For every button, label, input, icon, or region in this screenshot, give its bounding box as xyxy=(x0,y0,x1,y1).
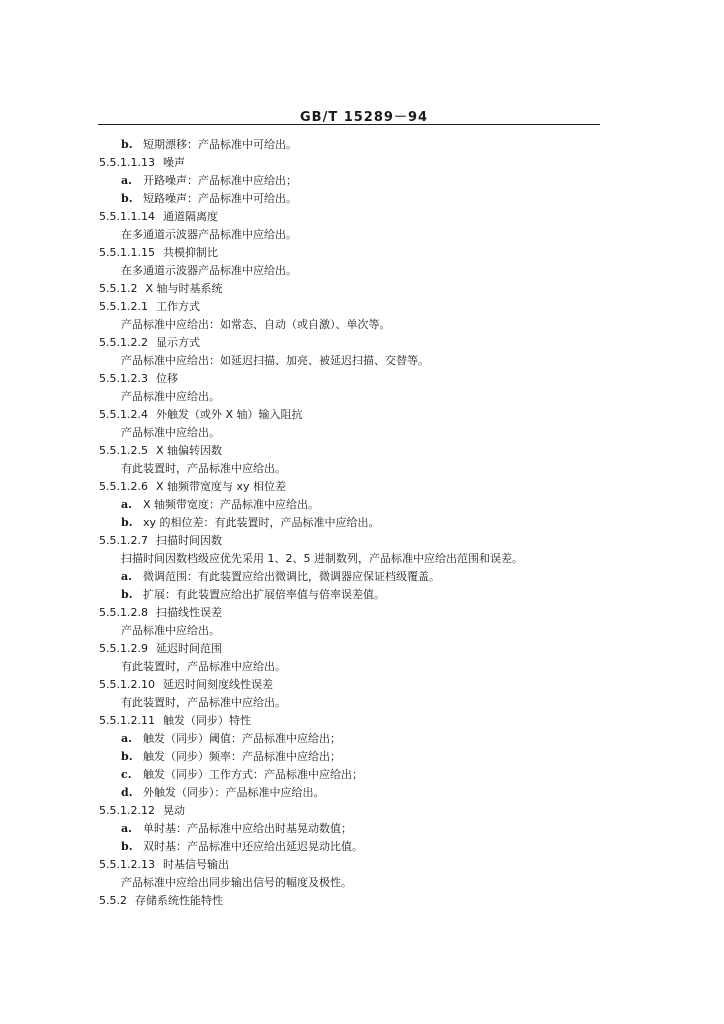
section-number: 5.5.1.2.7 xyxy=(99,534,148,547)
line-text: xy 的相位差：有此装置时，产品标准中应给出。 xyxy=(143,516,380,529)
paragraph xyxy=(0,226,724,244)
paragraph xyxy=(0,622,724,640)
line-text: 扫描时间因数 xyxy=(155,534,222,547)
list-item xyxy=(0,838,724,856)
section-number: 5.5.1.2.12 xyxy=(99,804,155,817)
line-text: 触发（同步）特性 xyxy=(162,714,251,727)
line-text: 产品标准中应给出。 xyxy=(121,390,220,403)
section-number: 5.5.1.2.1 xyxy=(99,300,148,313)
list-item xyxy=(0,190,724,208)
line-text: 外触发（或外 X 轴）输入阻抗 xyxy=(155,408,303,421)
line-text: 有此装置时，产品标准中应给出。 xyxy=(121,660,286,673)
section-heading xyxy=(0,208,724,226)
line-text: 存储系统性能特性 xyxy=(135,894,223,907)
paragraph xyxy=(0,424,724,442)
line-text: 通道隔离度 xyxy=(162,210,218,223)
line-text: 晃动 xyxy=(162,804,185,817)
line-text: 扫描线性误差 xyxy=(155,606,222,619)
section-number: 5.5.1.2.10 xyxy=(99,678,155,691)
line-text: 共模抑制比 xyxy=(162,246,218,259)
line-text: 延迟时间范围 xyxy=(155,642,222,655)
list-item xyxy=(0,730,724,748)
list-marker: b. xyxy=(121,750,133,763)
line-text: 产品标准中应给出。 xyxy=(121,426,220,439)
line-text: 外触发（同步）：产品标准中应给出。 xyxy=(143,786,325,799)
paragraph xyxy=(0,874,724,892)
line-text: 短路噪声：产品标准中可给出。 xyxy=(143,192,297,205)
line-text: 有此装置时，产品标准中应给出。 xyxy=(121,462,286,475)
section-number: 5.5.1.2.11 xyxy=(99,714,155,727)
section-heading xyxy=(0,712,724,730)
line-text: 显示方式 xyxy=(155,336,200,349)
paragraph xyxy=(0,388,724,406)
section-heading xyxy=(0,370,724,388)
section-heading xyxy=(0,298,724,316)
section-number: 5.5.1.2.9 xyxy=(99,642,148,655)
line-text: X 轴频带宽度：产品标准中应给出。 xyxy=(143,498,320,511)
section-heading xyxy=(0,640,724,658)
section-number: 5.5.1.1.14 xyxy=(99,210,155,223)
paragraph xyxy=(0,550,724,568)
section-number: 5.5.1.2.3 xyxy=(99,372,148,385)
line-text: 单时基：产品标准中应给出时基晃动数值； xyxy=(143,822,352,835)
section-number: 5.5.1.2.6 xyxy=(99,480,148,493)
line-text: 工作方式 xyxy=(155,300,200,313)
section-number: 5.5.1.1.15 xyxy=(99,246,155,259)
section-number: 5.5.1.2.5 xyxy=(99,444,148,457)
section-number: 5.5.1.2.8 xyxy=(99,606,148,619)
document-body xyxy=(0,136,724,910)
list-item xyxy=(0,568,724,586)
line-text: X 轴偏转因数 xyxy=(155,444,223,457)
document-header: GB/T 15289－94 xyxy=(300,110,429,125)
line-text: 时基信号输出 xyxy=(162,858,229,871)
section-heading xyxy=(0,442,724,460)
list-item xyxy=(0,784,724,802)
line-text: 位移 xyxy=(155,372,178,385)
list-marker: b. xyxy=(121,840,133,853)
list-item xyxy=(0,172,724,190)
list-item xyxy=(0,766,724,784)
line-text: 短期漂移：产品标准中可给出。 xyxy=(143,138,297,151)
section-number: 5.5.1.2 xyxy=(99,282,138,295)
line-text: X 轴频带宽度与 xy 相位差 xyxy=(155,480,287,493)
line-text: 产品标准中应给出：如常态、自动（或自激）、单次等。 xyxy=(121,318,391,331)
list-marker: b. xyxy=(121,588,133,601)
section-heading xyxy=(0,532,724,550)
list-item xyxy=(0,514,724,532)
section-heading xyxy=(0,856,724,874)
line-text: 在多通道示波器产品标准中应给出。 xyxy=(121,264,297,277)
paragraph xyxy=(0,694,724,712)
list-marker: b. xyxy=(121,138,133,151)
section-heading xyxy=(0,154,724,172)
line-text: 触发（同步）工作方式：产品标准中应给出； xyxy=(143,768,363,781)
list-marker: a. xyxy=(121,570,132,583)
line-text: 触发（同步）阈值：产品标准中应给出； xyxy=(143,732,341,745)
section-heading xyxy=(0,676,724,694)
section-number: 5.5.1.2.2 xyxy=(99,336,148,349)
section-heading xyxy=(0,406,724,424)
paragraph xyxy=(0,352,724,370)
section-heading xyxy=(0,478,724,496)
list-marker: b. xyxy=(121,516,133,529)
line-text: 产品标准中应给出同步输出信号的幅度及极性。 xyxy=(121,876,352,889)
paragraph xyxy=(0,316,724,334)
list-marker: c. xyxy=(121,768,132,781)
line-text: 产品标准中应给出。 xyxy=(121,624,220,637)
section-heading xyxy=(0,892,724,910)
line-text: 微调范围：有此装置应给出微调比，微调器应保证档级覆盖。 xyxy=(143,570,440,583)
paragraph xyxy=(0,460,724,478)
line-text: 双时基：产品标准中还应给出延迟晃动比值。 xyxy=(143,840,363,853)
section-heading xyxy=(0,244,724,262)
header-rule xyxy=(98,124,600,125)
list-item xyxy=(0,586,724,604)
list-item xyxy=(0,820,724,838)
list-item xyxy=(0,496,724,514)
section-number: 5.5.1.2.13 xyxy=(99,858,155,871)
section-heading xyxy=(0,802,724,820)
section-number: 5.5.1.1.13 xyxy=(99,156,155,169)
list-marker: a. xyxy=(121,498,132,511)
line-text: X 轴与时基系统 xyxy=(145,282,223,295)
list-marker: a. xyxy=(121,732,132,745)
section-number: 5.5.2 xyxy=(99,894,127,907)
line-text: 延迟时间刻度线性误差 xyxy=(162,678,273,691)
paragraph xyxy=(0,262,724,280)
line-text: 在多通道示波器产品标准中应给出。 xyxy=(121,228,297,241)
line-text: 产品标准中应给出：如延迟扫描、加亮、被延迟扫描、交替等。 xyxy=(121,354,429,367)
list-item xyxy=(0,748,724,766)
section-heading xyxy=(0,604,724,622)
line-text: 开路噪声：产品标准中应给出； xyxy=(143,174,297,187)
list-marker: a. xyxy=(121,822,132,835)
section-heading xyxy=(0,280,724,298)
list-marker: b. xyxy=(121,192,133,205)
line-text: 扫描时间因数档级应优先采用 1、2、5 进制数列，产品标准中应给出范围和误差。 xyxy=(121,552,523,565)
line-text: 有此装置时，产品标准中应给出。 xyxy=(121,696,286,709)
list-item xyxy=(0,136,724,154)
list-marker: d. xyxy=(121,786,133,799)
list-marker: a. xyxy=(121,174,132,187)
line-text: 触发（同步）频率：产品标准中应给出； xyxy=(143,750,341,763)
paragraph xyxy=(0,658,724,676)
section-number: 5.5.1.2.4 xyxy=(99,408,148,421)
section-heading xyxy=(0,334,724,352)
line-text: 噪声 xyxy=(162,156,185,169)
line-text: 扩展：有此装置应给出扩展倍率值与倍率误差值。 xyxy=(143,588,385,601)
